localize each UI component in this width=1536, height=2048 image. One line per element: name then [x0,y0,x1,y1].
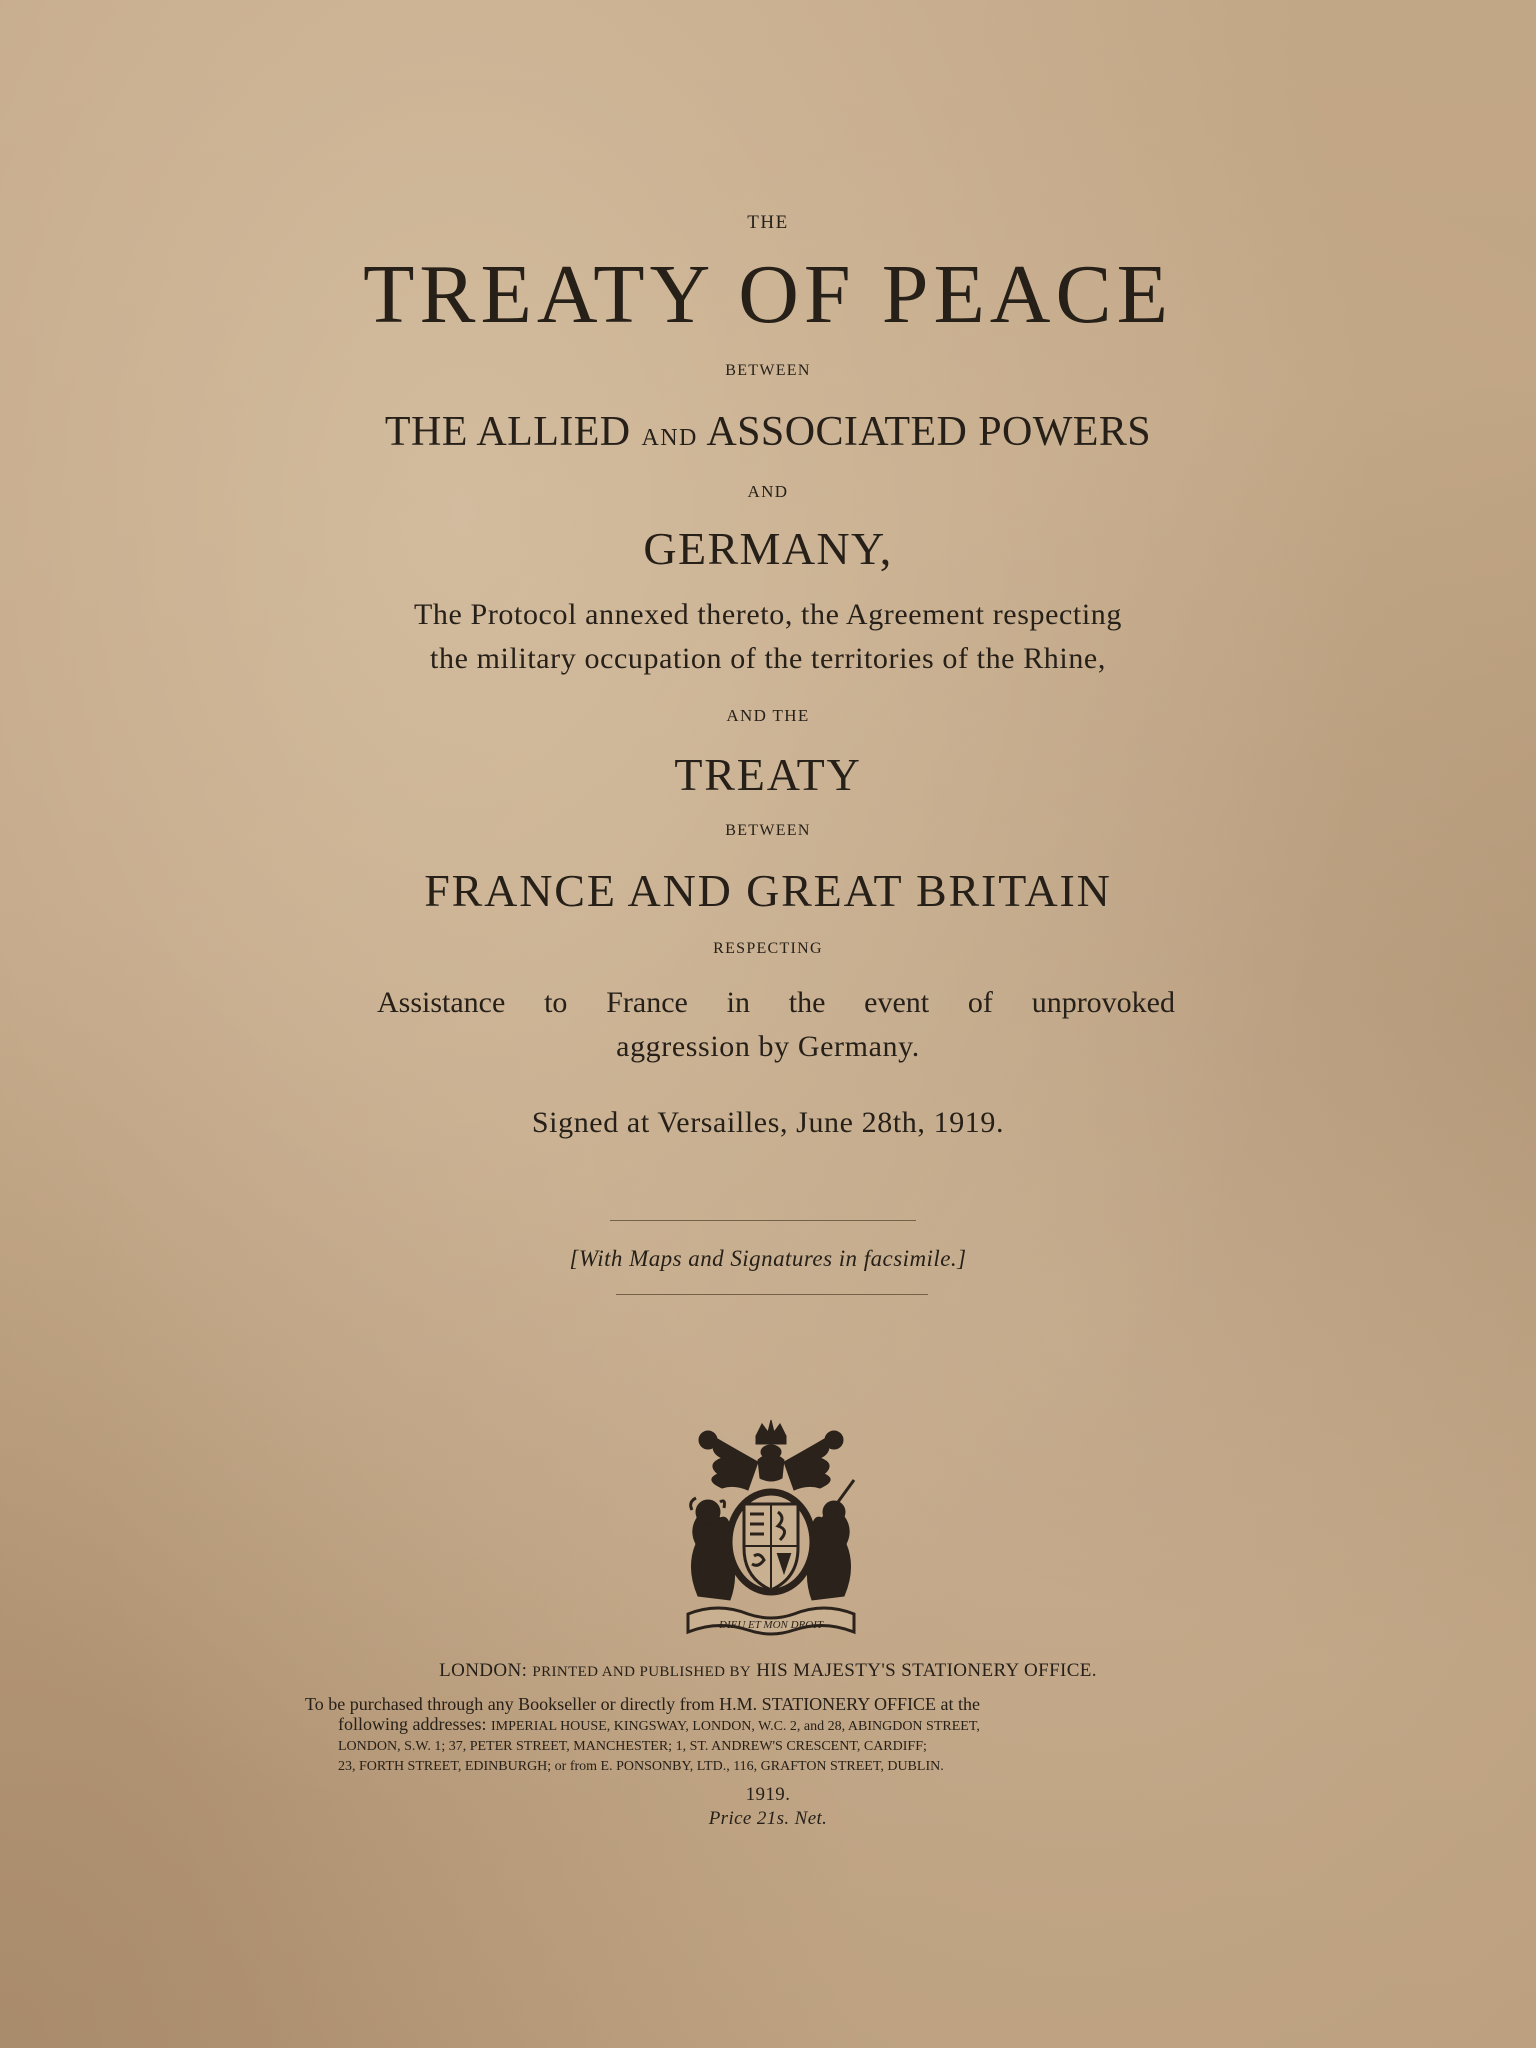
allied-powers-text-b: ASSOCIATED POWERS [706,409,1152,455]
protocol-line-2: the military occupation of the territories of the Rhine, [430,642,1106,675]
address-line-2-b: IMPERIAL HOUSE, KINGSWAY, LONDON, W.C. 2, and 28, ABINGDON STREET, [490,1719,980,1734]
word-and-the: AND THE [726,706,810,725]
address-line-1: To be purchased through any Bookseller or directly from H.M. STATIONERY OFFICE at the [305,1694,981,1714]
allied-powers-heading [0,408,1536,456]
address-line-3-text: LONDON, S.W. 1; 37, PETER STREET, MANCHESTER; 1, ST. ANDREW'S CRESCENT, CARDIFF; [338,1739,927,1754]
crest-motto: DIEU ET MON DROIT [719,1619,823,1631]
word-respecting: RESPECTING [713,940,823,957]
allied-powers-and: AND [641,425,698,451]
imprint-printed: PRINTED AND PUBLISHED BY [532,1664,752,1680]
main-title: TREATY OF PEACE [363,248,1173,341]
imprint-office: HIS MAJESTY'S STATIONERY OFFICE. [756,1660,1097,1681]
allied-powers-text-a: THE ALLIED [384,409,631,455]
word-and-1: AND [747,482,789,501]
address-line-4 [338,1754,944,1777]
maps-note: [With Maps and Signatures in facsimile.] [569,1246,967,1271]
imprint-price: Price 21s. Net. [708,1808,828,1829]
word-between-1: BETWEEN [725,362,811,379]
treaty-heading: TREATY [674,749,862,800]
signed-line: Signed at Versailles, June 28th, 1919. [531,1106,1005,1139]
address-line-4-text: 23, FORTH STREET, EDINBURGH; or from E. PONSONBY, LTD., 116, GRAFTON STREET, DUBLIN. [338,1759,944,1774]
address-line-2-a: following addresses: [338,1714,487,1734]
protocol-line-1: The Protocol annexed thereto, the Agreement respecting [414,598,1122,631]
royal-coat-of-arms-icon [678,1418,864,1636]
assistance-line-1: Assistance to France in the event of unprovoked [377,986,1175,1019]
france-gb-heading: FRANCE AND GREAT BRITAIN [424,865,1112,916]
word-the: THE [747,212,789,233]
imprint-line [0,1660,1536,1682]
imprint-year: 1919. [745,1784,791,1805]
rule-top [610,1220,916,1221]
assistance-line-2: aggression by Germany. [616,1030,920,1063]
imprint-london: LONDON: [439,1660,528,1681]
germany-heading: GERMANY, [643,523,893,574]
word-between-2: BETWEEN [725,822,811,839]
rule-bottom [616,1294,928,1295]
